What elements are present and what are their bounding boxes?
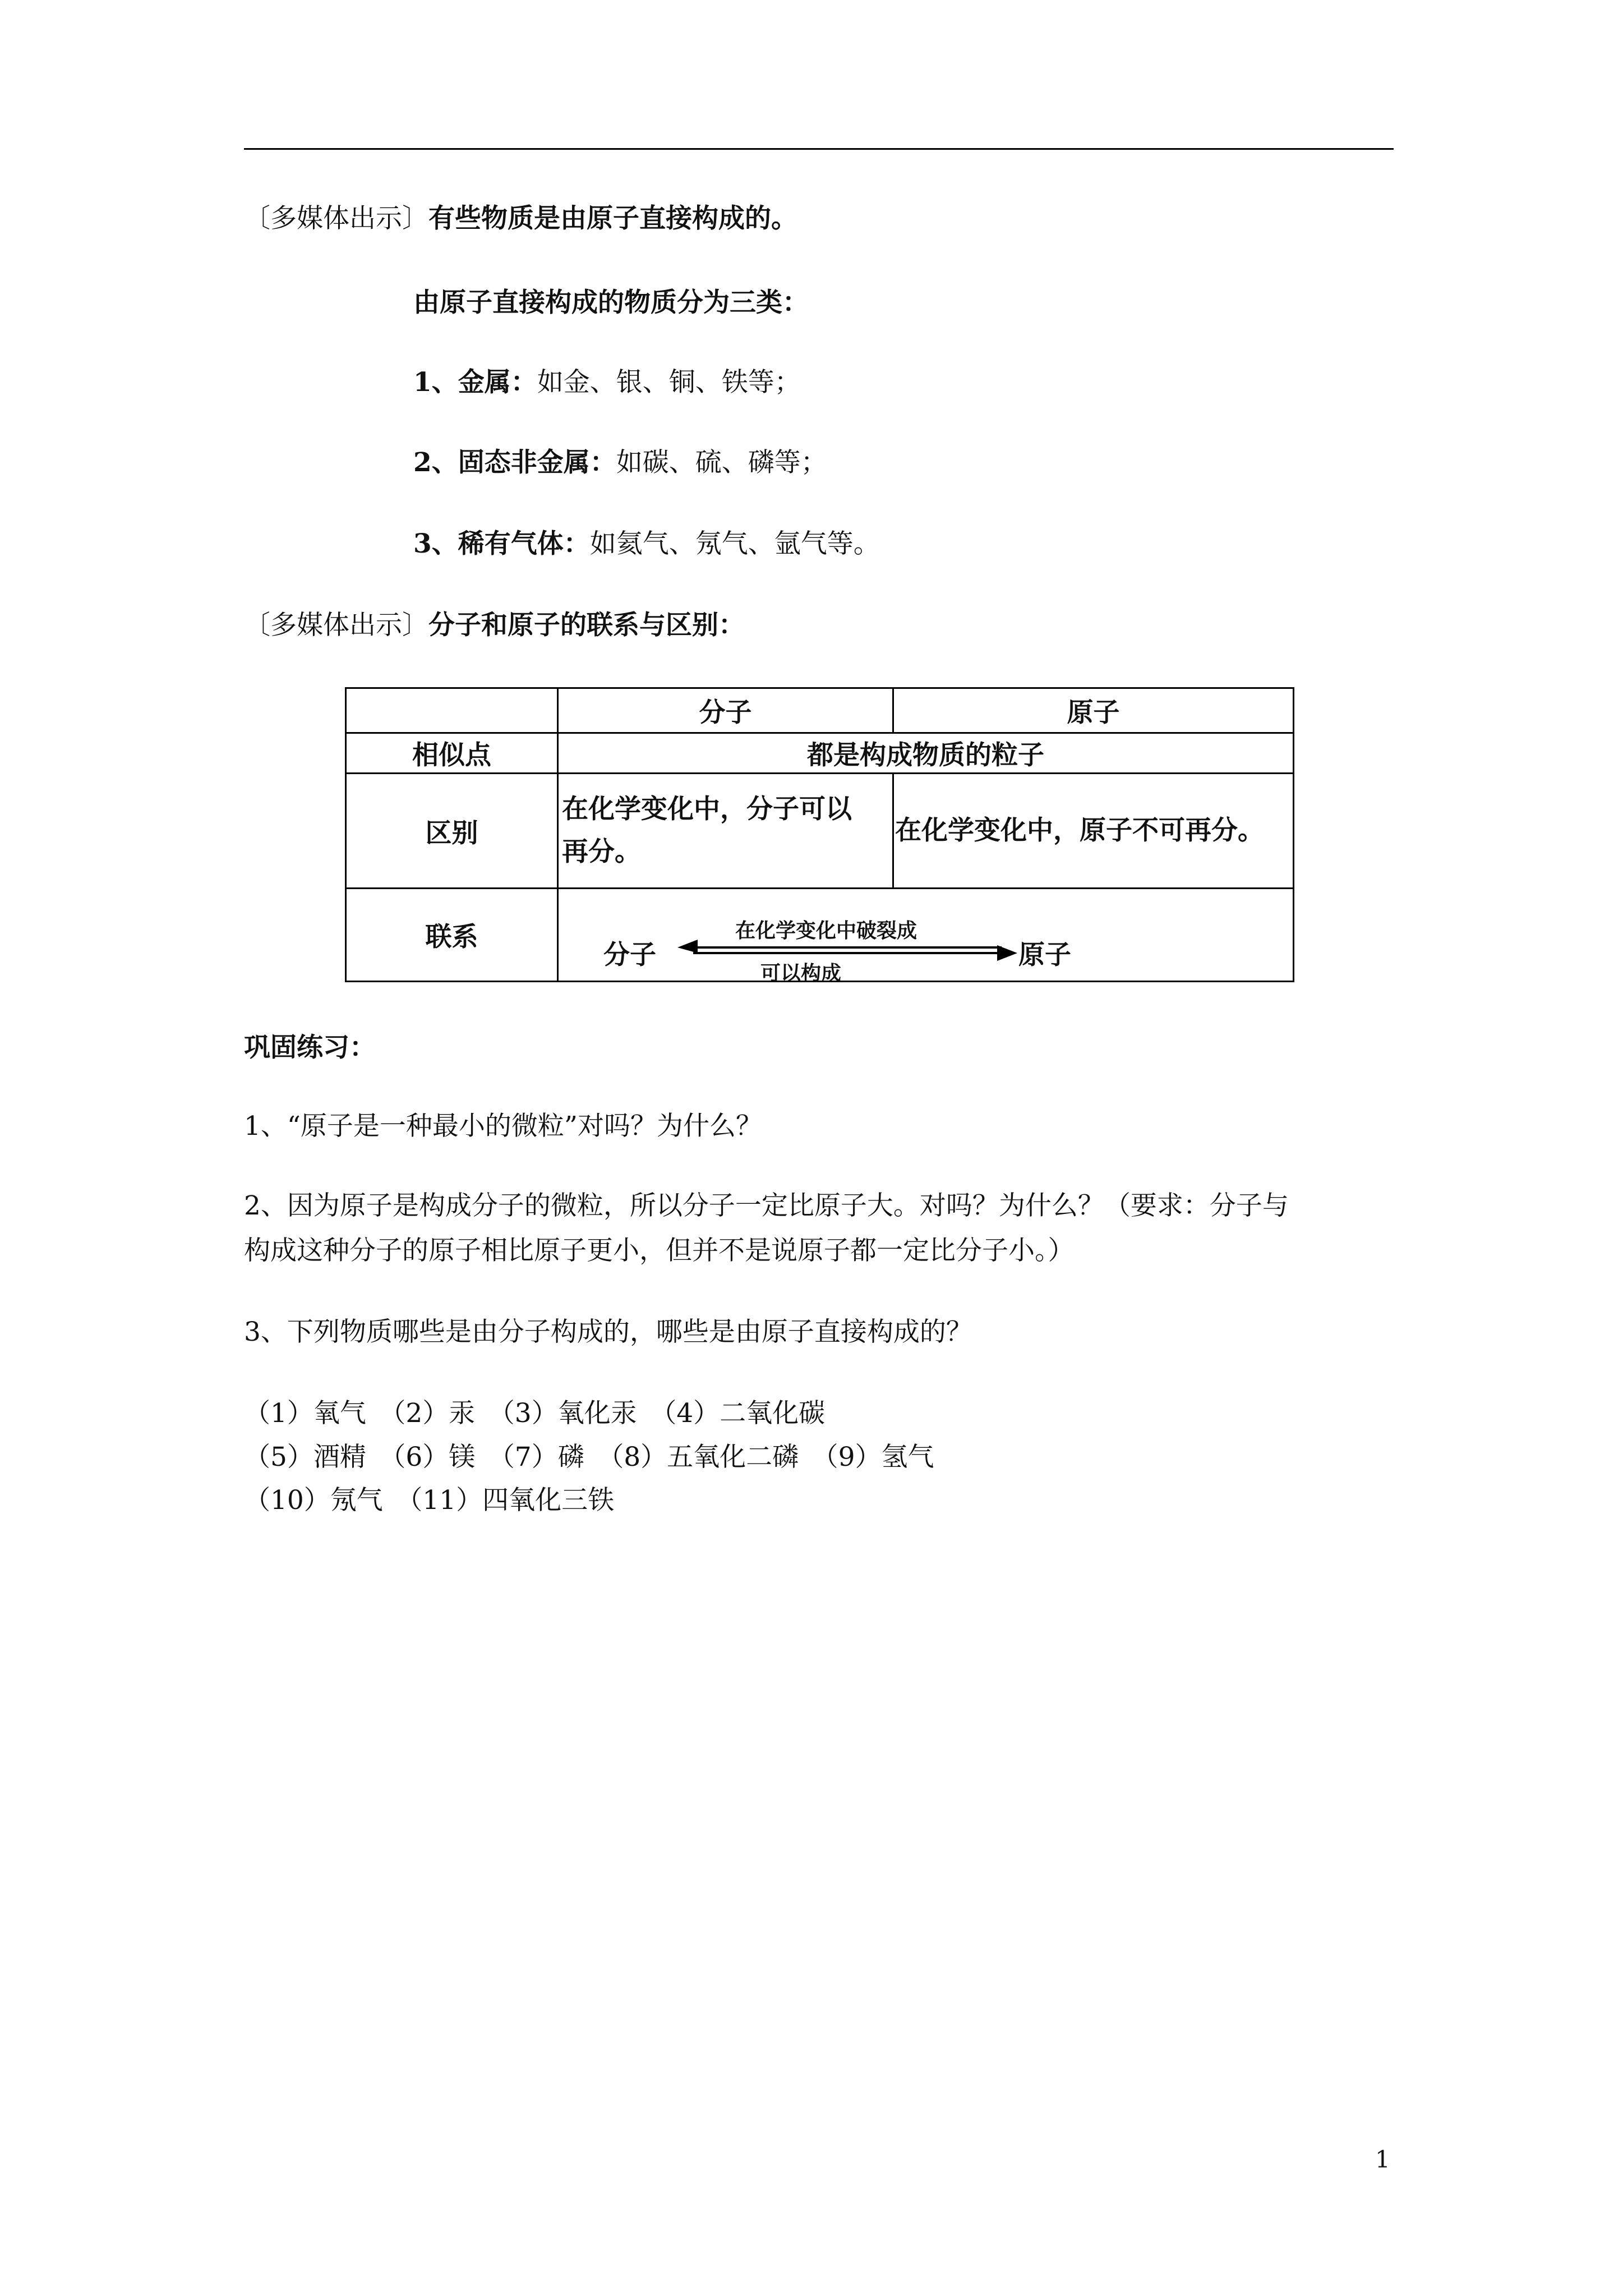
table-row xyxy=(346,733,1294,774)
list-item-nonmetal xyxy=(413,446,827,480)
item-desc: 如金、银、铜、铁等； xyxy=(537,367,801,398)
row-label-similarity: 相似点 xyxy=(346,733,558,774)
multimedia-prefix: 〔多媒体出示〕 xyxy=(244,610,428,641)
item-number: 1、 xyxy=(413,367,458,398)
arrow-right-head xyxy=(997,945,1017,961)
double-arrow xyxy=(559,890,1293,980)
page-number: 1 xyxy=(1375,2146,1390,2173)
row-label-relation: 联系 xyxy=(346,889,558,982)
row-label-difference: 区别 xyxy=(346,774,558,889)
comparison-table xyxy=(345,687,1294,985)
table-row xyxy=(346,688,1294,733)
multimedia-statement: 有些物质是由原子直接构成的。 xyxy=(428,203,797,234)
item-desc: 如氦气、氖气、氩气等。 xyxy=(589,528,880,559)
relation-top-label: 在化学变化中破裂成 xyxy=(735,918,917,942)
header-rule xyxy=(244,148,1394,150)
relation-bottom-label: 可以构成 xyxy=(760,961,842,985)
list-item-noble-gas xyxy=(413,527,880,561)
multimedia-line-2 xyxy=(244,609,745,642)
classification-heading: 由原子直接构成的物质分为三类： xyxy=(413,287,809,318)
relation-atom: 原子 xyxy=(1018,939,1071,970)
item-term: 稀有气体： xyxy=(458,528,590,559)
difference-molecule-line1: 在化学变化中，分子可以 xyxy=(562,794,852,825)
table-header-atom: 原子 xyxy=(893,688,1294,733)
item-number: 2、 xyxy=(413,447,458,478)
relation-diagram xyxy=(559,890,1293,985)
table-header-molecule: 分子 xyxy=(558,688,893,733)
item-term: 金属： xyxy=(458,367,537,398)
multimedia-prefix: 〔多媒体出示〕 xyxy=(244,203,428,234)
difference-atom: 在化学变化中，原子不可再分。 xyxy=(893,774,1294,889)
multimedia-line-1 xyxy=(244,202,797,236)
table-corner-cell xyxy=(346,688,558,733)
multimedia-statement: 分子和原子的联系与区别： xyxy=(428,610,745,641)
similarity-value: 都是构成物质的粒子 xyxy=(558,733,1294,774)
question-3: 3、下列物质哪些是由分子构成的，哪些是由原子直接构成的？ xyxy=(244,1317,972,1347)
difference-molecule-line2: 再分。 xyxy=(562,836,641,867)
question-2-line-2: 构成这种分子的原子相比原子更小，但并不是说原子都一定比分子小。） xyxy=(244,1235,1075,1266)
table-row xyxy=(346,889,1294,982)
substance-list-row-2: （5）酒精 （6）镁 （7）磷 （8）五氧化二磷 （9）氢气 xyxy=(244,1442,934,1473)
substance-list-row-3: （10）氖气 （11）四氧化三铁 xyxy=(244,1485,615,1516)
question-1: 1、“原子是一种最小的微粒”对吗？为什么？ xyxy=(244,1111,762,1142)
relation-molecule: 分子 xyxy=(603,939,656,970)
list-item-metal xyxy=(413,366,801,399)
relation-cell xyxy=(558,889,1294,985)
item-desc: 如碳、硫、磷等； xyxy=(616,447,827,478)
arrow-left-head xyxy=(677,940,698,953)
substance-list-row-1: （1）氧气 （2）汞 （3）氧化汞 （4）二氧化碳 xyxy=(244,1398,826,1429)
question-2-line-1: 2、因为原子是构成分子的微粒，所以分子一定比原子大。对吗？为什么？（要求：分子与 xyxy=(244,1190,1289,1221)
item-term: 固态非金属： xyxy=(458,447,616,478)
table-row xyxy=(346,774,1294,889)
difference-molecule-cell xyxy=(558,774,893,889)
item-number: 3、 xyxy=(413,528,458,559)
exercise-title: 巩固练习： xyxy=(244,1032,376,1063)
